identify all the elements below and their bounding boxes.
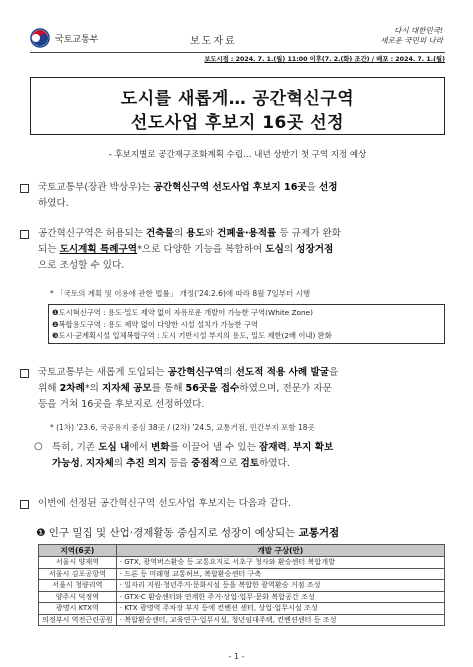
region-cell: 양주시 덕정역 xyxy=(39,591,117,603)
table-row xyxy=(39,557,445,569)
square-bullet-icon xyxy=(20,500,29,509)
p2-bold: 도시계획 특례구역 xyxy=(59,244,138,255)
p2-text: 와 xyxy=(204,228,218,239)
p1-text-3: 하였다. xyxy=(38,198,69,209)
table-row xyxy=(39,614,445,626)
p4-bold: 검토 xyxy=(240,458,260,469)
p3-bold: 56곳을 접수 xyxy=(185,383,240,394)
section-number: ❶ xyxy=(36,527,46,539)
section-text: 인구 밀집 및 산업·경제활동 중심지로 성장이 예상되는 xyxy=(45,527,299,539)
slogan-line-2: 새로운 국민의 나라 xyxy=(380,36,443,45)
table-header-region: 지역(6곳) xyxy=(39,545,117,557)
p2-bold: 도심 xyxy=(265,244,284,255)
region-cell: 의정부시 역전근린공원 xyxy=(39,614,117,626)
square-bullet-icon xyxy=(20,369,29,378)
p4-bold: 가능성 xyxy=(52,458,80,469)
p4-text: , xyxy=(79,458,86,469)
doc-type: 보도자료 xyxy=(190,36,237,47)
zone-definition-box xyxy=(48,304,445,344)
note-1: * 「국토의 계획 및 이용에 관한 법률」 개정('24.2.6)에 따라 8월 7일부터 시행 xyxy=(50,289,311,298)
region-cell: 서울시 양재역 xyxy=(39,557,117,569)
plan-cell: · GTX-C 환승센터와 연계한 주거·상업·업무·문화 복합공간 조성 xyxy=(116,591,444,603)
p4-text: 를 이끌어 낼 수 있는 xyxy=(169,442,259,453)
note-2: * (1차) '23.6, 국공유지 중심 38곳 / (2차) '24.5, 교통거점, 민간부지 포함 18곳 xyxy=(50,423,315,432)
title-line-1: 도시를 새롭게… 공간혁신구역 xyxy=(120,89,355,109)
p2-text: 의 xyxy=(283,244,297,255)
p2-bold: 건폐율·용적률 xyxy=(217,228,277,239)
table-header-plan: 개발 구상(안) xyxy=(116,545,444,557)
square-bullet-icon xyxy=(20,184,29,193)
p3-text: 를 통해 xyxy=(151,383,186,394)
region-cell: 서울시 청량리역 xyxy=(39,580,117,592)
slogan xyxy=(375,26,443,46)
paragraph-5: 이번에 선정된 공간혁신구역 선도사업 후보지는 다음과 같다. xyxy=(38,498,292,509)
p3-bold: 선도적 적용 사례 발굴 xyxy=(235,367,330,378)
region-cell: 광명시 KTX역 xyxy=(39,603,117,615)
p3-bold: 지자체 공모 xyxy=(101,383,152,394)
box-line-3: ❸도시·군계획시설 입체복합구역 : 도시 기반시설 부지의 용도, 밀도 제한(2배 이내) 완화 xyxy=(52,331,332,340)
p3-text: 등을 거쳐 16곳을 후보지로 선정하였다. xyxy=(38,399,205,410)
plan-cell: · 복합환승센터, 교육연구·업무시설, 청년임대주택, 컨벤션센터 등 조성 xyxy=(116,614,444,626)
box-line-2: ❷복합용도구역 : 용도 제약 없이 다양한 시설 설치가 가능한 구역 xyxy=(52,319,259,329)
taegeuk-logo-icon xyxy=(30,28,50,48)
page-number: - 1 - xyxy=(228,652,245,661)
p3-text: 위해 xyxy=(38,383,60,394)
p2-text: 등 규제가 완화 xyxy=(276,228,342,239)
ministry-logo xyxy=(30,26,118,50)
square-bullet-icon xyxy=(20,230,29,239)
paragraph-3 xyxy=(38,365,448,413)
p4-bold: 중점적 xyxy=(191,458,219,469)
p4-bold: 도심 내 xyxy=(98,442,130,453)
plan-cell: · 일자리 지원·청년주거·문화시설 등을 복합한 광역환승 거점 조성 xyxy=(116,580,444,592)
subtitle: - 후보지별로 공간재구조화계획 수립… 내년 상반기 첫 구역 지정 예상 xyxy=(108,150,367,160)
p3-text: 국토교통부는 새롭게 도입되는 xyxy=(38,367,168,378)
header xyxy=(30,26,445,50)
p3-bold: 2차례 xyxy=(59,383,85,394)
p4-bold: 지자체 xyxy=(85,458,114,469)
section-heading xyxy=(36,525,339,540)
embargo-text: 보도시점 : 2024. 7. 1.(월) 11:00 이후(7. 2.(화) 조간) / 배포 : 2024. 7. 1.(월) xyxy=(204,56,445,63)
plan-cell: · GTX, 광역버스환승 등 교통요지로 서초구 청사와 환승센터 복합개발 xyxy=(116,557,444,569)
region-cell: 서울시 김포공항역 xyxy=(39,568,117,580)
table-row xyxy=(39,568,445,580)
p2-text: 되는 xyxy=(38,244,60,255)
paragraph-2 xyxy=(38,226,448,274)
paragraph-4 xyxy=(52,440,448,472)
section-bold: 교통거점 xyxy=(298,527,340,539)
p1-bold: 공간혁신구역 선도사업 후보지 16곳 xyxy=(153,182,307,193)
p4-text: 등을 xyxy=(166,458,192,469)
table-row xyxy=(39,591,445,603)
p2-text: *으로 다양한 기능을 복합하여 xyxy=(137,244,266,255)
table-header-row xyxy=(39,545,445,557)
p2-bold: 성장거점 xyxy=(296,244,334,255)
p4-text: 으로 xyxy=(218,458,241,469)
p3-text: 하였으며, 전문가 자문 xyxy=(239,383,332,394)
p4-bold: 변화 xyxy=(150,442,170,453)
p2-bold: 용도 xyxy=(186,228,205,239)
p4-text: , xyxy=(286,442,293,453)
p3-text: 의 xyxy=(223,367,236,378)
p3-text: *의 xyxy=(84,383,102,394)
title-box xyxy=(30,77,445,135)
paragraph-1 xyxy=(38,180,448,212)
p3-bold: 공간혁신구역 xyxy=(167,367,224,378)
title-line-2: 선도사업 후보지 16곳 선정 xyxy=(130,113,345,133)
p2-bold: 건축물 xyxy=(146,228,174,239)
p4-text: 하였다. xyxy=(259,458,290,469)
p4-bold: 잠재력 xyxy=(258,442,287,453)
header-rule xyxy=(30,52,445,53)
p2-text: 의 xyxy=(173,228,187,239)
p4-text: 의 xyxy=(113,458,127,469)
plan-cell: · 드론 등 미래형 교통허브, 복합환승센터 구축 xyxy=(116,568,444,580)
p2-text: 으로 조성할 수 있다. xyxy=(38,260,125,271)
p4-text: 에서 xyxy=(129,442,151,453)
candidate-table xyxy=(38,544,445,626)
circle-bullet-icon: ○ xyxy=(34,441,43,452)
p3-text: 을 xyxy=(329,367,339,378)
table-row xyxy=(39,603,445,615)
p2-text: 공간혁신구역은 허용되는 xyxy=(38,228,147,239)
slogan-line-1: 다시 대한민국! xyxy=(394,26,443,35)
p1-text: 국토교통부(장관 박상우)는 xyxy=(38,182,154,193)
p1-text-2: 을 xyxy=(306,182,319,193)
org-name: 국토교통부 xyxy=(55,35,99,45)
p4-bold: 추진 의지 xyxy=(126,458,167,469)
p4-text: 특히, 기존 xyxy=(52,442,99,453)
p1-bold-2: 선정 xyxy=(318,182,338,193)
embargo-line xyxy=(30,54,445,63)
box-line-1: ❶도시혁신구역 : 용도·밀도 제약 없이 자유로운 개발이 가능한 구역(White Zone) xyxy=(52,308,313,317)
p4-bold: 부지 확보 xyxy=(292,442,334,453)
table-row xyxy=(39,580,445,592)
plan-cell: · KTX 광명역 주차장 부지 등에 컨벤션 센터, 상업·업무시설 조성 xyxy=(116,603,444,615)
